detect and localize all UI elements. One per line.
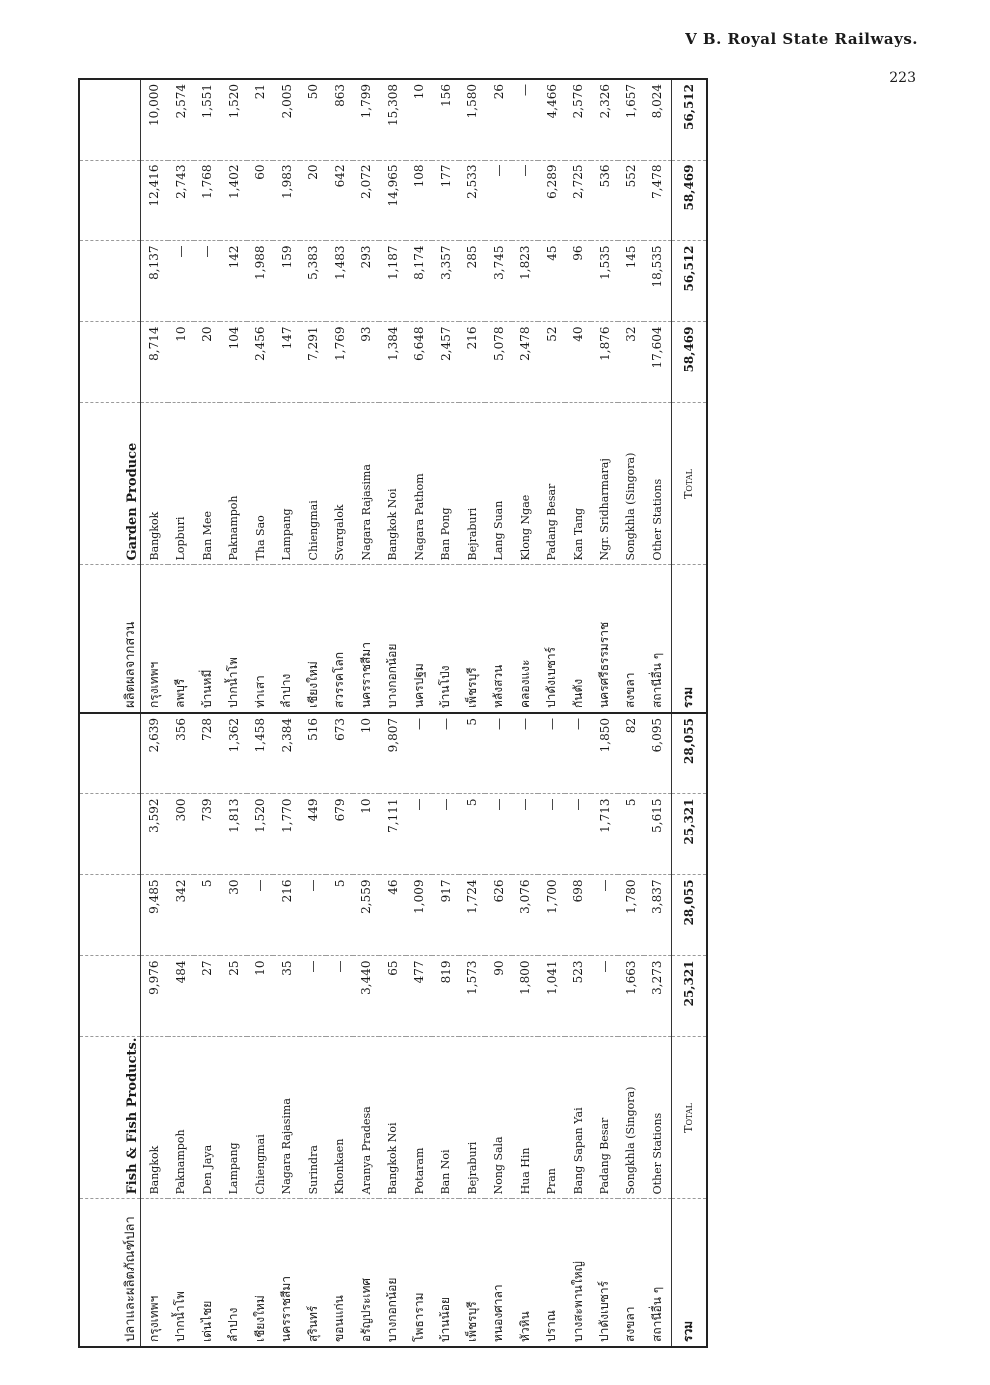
fish-value-cell: 5	[326, 875, 352, 956]
table-row	[644, 79, 671, 1347]
fish-station-english: Bangkok	[141, 1037, 168, 1199]
fish-station-english: Songkhla (Singora)	[618, 1037, 644, 1199]
fish-value-cell: —	[485, 713, 511, 794]
fish-value-cell: 5	[459, 794, 485, 875]
fish-value-cell: —	[432, 713, 458, 794]
garden-value-cell: 10,000	[141, 79, 168, 160]
garden-value-cell: 4,466	[538, 79, 564, 160]
fish-station-english: Potaram	[406, 1037, 432, 1199]
table-row	[141, 79, 168, 1347]
fish-station-thai: เด่นไชย	[194, 1199, 220, 1347]
garden-value-cell: 8,174	[406, 241, 432, 322]
garden-station-english: Lang Suan	[485, 403, 511, 565]
fish-value-cell: 3,076	[512, 875, 538, 956]
garden-station-english: Nagara Pathom	[406, 403, 432, 565]
fish-value-cell: 30	[220, 875, 246, 956]
garden-value-cell: 216	[459, 322, 485, 403]
fish-station-english: Lampang	[220, 1037, 246, 1199]
garden-station-thai: ลำปาง	[273, 565, 299, 713]
garden-value-cell: 96	[565, 241, 591, 322]
fish-value-cell: 5	[618, 794, 644, 875]
garden-value-cell: 52	[538, 322, 564, 403]
fish-value-cell: 1,700	[538, 875, 564, 956]
table-row	[565, 79, 591, 1347]
fish-value-cell: 342	[168, 875, 194, 956]
garden-value-cell: 156	[432, 79, 458, 160]
garden-value-cell: 1,402	[220, 160, 246, 241]
garden-station-english: Bangkok	[141, 403, 168, 565]
fish-station-english: Nong Sala	[485, 1037, 511, 1199]
garden-value-cell: 6,648	[406, 322, 432, 403]
garden-value-cell: 1,988	[247, 241, 273, 322]
garden-value-cell: —	[512, 160, 538, 241]
fish-value-cell: 449	[300, 794, 326, 875]
garden-station-thai: ลพบุรี	[168, 565, 194, 713]
table-row	[406, 79, 432, 1347]
garden-value-cell: 108	[406, 160, 432, 241]
fish-value-cell: 65	[379, 956, 405, 1037]
garden-value-cell: 147	[273, 322, 299, 403]
garden-value-cell: 17,604	[644, 322, 671, 403]
fish-value-cell: 6,095	[644, 713, 671, 794]
fish-value-cell: 35	[273, 956, 299, 1037]
table-row	[273, 79, 299, 1347]
fish-total-label: Total	[671, 1037, 707, 1199]
fish-value-cell: 1,362	[220, 713, 246, 794]
garden-value-cell: 7,478	[644, 160, 671, 241]
garden-station-thai: บางกอกน้อย	[379, 565, 405, 713]
fish-value-cell: 673	[326, 713, 352, 794]
fish-value-cell: —	[565, 713, 591, 794]
fish-value-cell: 3,440	[353, 956, 379, 1037]
garden-station-thai: บ้านโป่ง	[432, 565, 458, 713]
fish-station-english: Hua Hin	[512, 1037, 538, 1199]
rotated-ledger	[78, 78, 708, 1348]
fish-value-cell: —	[485, 794, 511, 875]
fish-value-cell: 7,111	[379, 794, 405, 875]
fish-value-cell: —	[591, 956, 617, 1037]
fish-value-cell: —	[512, 713, 538, 794]
garden-station-english: Nagara Rajasima	[353, 403, 379, 565]
garden-station-thai: ท่าเสา	[247, 565, 273, 713]
fish-value-cell: 523	[565, 956, 591, 1037]
page-header-title: V B. Royal State Railways.	[685, 30, 918, 48]
table-row	[618, 79, 644, 1347]
fish-station-english: Aranya Pradesa	[353, 1037, 379, 1199]
garden-value-cell: 1,657	[618, 79, 644, 160]
fish-total-value: 25,321	[671, 794, 707, 875]
garden-value-cell: 7,291	[300, 322, 326, 403]
fish-value-cell: 739	[194, 794, 220, 875]
garden-value-cell: 104	[220, 322, 246, 403]
fish-value-cell: 1,713	[591, 794, 617, 875]
garden-station-thai: หลังสวน	[485, 565, 511, 713]
fish-value-cell: —	[247, 875, 273, 956]
fish-station-english: Khonkaen	[326, 1037, 352, 1199]
fish-station-thai: เชียงใหม่	[247, 1199, 273, 1347]
fish-station-thai: อรัญประเทศ	[353, 1199, 379, 1347]
fish-value-cell: 1,041	[538, 956, 564, 1037]
garden-value-cell: 2,574	[168, 79, 194, 160]
fish-value-cell: 1,458	[247, 713, 273, 794]
garden-station-thai: เพ็ชรบุรี	[459, 565, 485, 713]
garden-value-cell: 1,187	[379, 241, 405, 322]
garden-value-cell: 1,799	[353, 79, 379, 160]
fish-value-cell: 5,615	[644, 794, 671, 875]
garden-value-cell: 8,714	[141, 322, 168, 403]
garden-station-english: Lampang	[273, 403, 299, 565]
fish-station-thai: สถานีอื่น ๆ	[644, 1199, 671, 1347]
fish-value-cell: 82	[618, 713, 644, 794]
fish-value-cell: 2,384	[273, 713, 299, 794]
garden-station-thai: กรุงเทพฯ	[141, 565, 168, 713]
fish-value-cell: 9,976	[141, 956, 168, 1037]
garden-station-thai: นครปฐม	[406, 565, 432, 713]
fish-station-thai: สงขลา	[618, 1199, 644, 1347]
table-row	[300, 79, 326, 1347]
garden-value-cell: 1,876	[591, 322, 617, 403]
table-row	[591, 79, 617, 1347]
table-row	[326, 79, 352, 1347]
garden-value-cell: 10	[406, 79, 432, 160]
freight-table	[78, 78, 708, 1348]
table-row	[168, 79, 194, 1347]
garden-station-english: Bangkok Noi	[379, 403, 405, 565]
fish-value-cell: 9,485	[141, 875, 168, 956]
fish-value-cell: 1,770	[273, 794, 299, 875]
garden-station-english: Kan Tang	[565, 403, 591, 565]
garden-value-cell: 10	[168, 322, 194, 403]
fish-station-thai: บ้านน้อย	[432, 1199, 458, 1347]
garden-value-cell: 2,725	[565, 160, 591, 241]
garden-station-english: Lopburi	[168, 403, 194, 565]
garden-value-cell: 293	[353, 241, 379, 322]
page-number: 223	[889, 70, 916, 86]
garden-value-cell: 2,478	[512, 322, 538, 403]
garden-value-cell: 2,743	[168, 160, 194, 241]
garden-station-english: Ban Mee	[194, 403, 220, 565]
fish-value-cell: 819	[432, 956, 458, 1037]
garden-value-cell: 45	[538, 241, 564, 322]
fish-value-cell: 25	[220, 956, 246, 1037]
garden-value-cell: 14,965	[379, 160, 405, 241]
fish-total-value: 28,055	[671, 875, 707, 956]
fish-value-cell: 46	[379, 875, 405, 956]
garden-thai-heading: ผลิตผลจากสวน	[79, 565, 141, 713]
garden-value-cell: 642	[326, 160, 352, 241]
garden-value-cell: 2,457	[432, 322, 458, 403]
garden-value-cell: 20	[300, 160, 326, 241]
garden-total-label: Total	[671, 403, 707, 565]
garden-station-english: Tha Sao	[247, 403, 273, 565]
garden-value-cell: 3,357	[432, 241, 458, 322]
fish-value-cell: 27	[194, 956, 220, 1037]
garden-value-cell: 5,078	[485, 322, 511, 403]
garden-station-english: Ngr. Sridharmaraj	[591, 403, 617, 565]
fish-station-thai: กรุงเทพฯ	[141, 1199, 168, 1347]
fish-station-english: Ban Noi	[432, 1037, 458, 1199]
fish-value-cell: 216	[273, 875, 299, 956]
fish-thai-heading: ปลาและผลิตภัณฑ์ปลา	[79, 1199, 141, 1347]
fish-station-english: Pran	[538, 1037, 564, 1199]
fish-value-cell: —	[300, 875, 326, 956]
garden-value-cell: 159	[273, 241, 299, 322]
table-row	[379, 79, 405, 1347]
garden-total-value: 58,469	[671, 160, 707, 241]
fish-value-cell: 10	[353, 794, 379, 875]
fish-station-english: Bang Sapan Yai	[565, 1037, 591, 1199]
garden-value-cell: 93	[353, 322, 379, 403]
garden-value-cell: 20	[194, 322, 220, 403]
garden-station-english: Klong Ngae	[512, 403, 538, 565]
fish-value-cell: —	[538, 713, 564, 794]
garden-station-thai: ปากน้ำโพ	[220, 565, 246, 713]
fish-value-cell: 477	[406, 956, 432, 1037]
garden-station-thai: ปาดังเบซาร์	[538, 565, 564, 713]
fish-value-cell: 5	[194, 875, 220, 956]
table-row	[247, 79, 273, 1347]
garden-value-cell: 12,416	[141, 160, 168, 241]
fish-station-english: Chiengmai	[247, 1037, 273, 1199]
fish-station-thai: เพ็ชรบุรี	[459, 1199, 485, 1347]
garden-value-cell: 21	[247, 79, 273, 160]
fish-station-thai: บางกอกน้อย	[379, 1199, 405, 1347]
fish-station-english: Bejraburi	[459, 1037, 485, 1199]
garden-value-cell: 50	[300, 79, 326, 160]
fish-value-cell: 90	[485, 956, 511, 1037]
garden-station-thai: กันตัง	[565, 565, 591, 713]
fish-value-cell: 2,639	[141, 713, 168, 794]
garden-value-cell: 2,456	[247, 322, 273, 403]
total-row	[671, 79, 707, 1347]
fish-value-cell: 5	[459, 713, 485, 794]
garden-value-cell: 6,289	[538, 160, 564, 241]
fish-value-cell: 1,813	[220, 794, 246, 875]
fish-value-cell: 698	[565, 875, 591, 956]
table-row	[220, 79, 246, 1347]
garden-value-cell: 1,551	[194, 79, 220, 160]
garden-station-english: Bejraburi	[459, 403, 485, 565]
fish-station-thai: สุรินทร์	[300, 1199, 326, 1347]
fish-value-cell: 3,273	[644, 956, 671, 1037]
fish-station-thai: ลำปาง	[220, 1199, 246, 1347]
fish-total-value: 25,321	[671, 956, 707, 1037]
fish-value-cell: —	[538, 794, 564, 875]
garden-station-thai: สถานีอื่น ๆ	[644, 565, 671, 713]
garden-value-cell: 536	[591, 160, 617, 241]
garden-value-cell: 1,768	[194, 160, 220, 241]
fish-value-cell: 2,559	[353, 875, 379, 956]
fish-value-cell: 1,780	[618, 875, 644, 956]
fish-value-cell: 1,520	[247, 794, 273, 875]
garden-value-cell: 1,384	[379, 322, 405, 403]
fish-station-thai: โพธาราม	[406, 1199, 432, 1347]
garden-value-cell: 1,823	[512, 241, 538, 322]
garden-english-heading: Garden Produce	[79, 403, 141, 565]
fish-value-cell: —	[326, 956, 352, 1037]
fish-value-cell: 10	[247, 956, 273, 1037]
garden-value-cell: —	[194, 241, 220, 322]
garden-value-cell: 15,308	[379, 79, 405, 160]
garden-value-cell: 2,533	[459, 160, 485, 241]
table-row	[194, 79, 220, 1347]
garden-value-cell: 3,745	[485, 241, 511, 322]
garden-station-english: Chiengmai	[300, 403, 326, 565]
fish-total-value: 28,055	[671, 713, 707, 794]
fish-value-cell: 728	[194, 713, 220, 794]
garden-station-thai: นครศรีธรรมราช	[591, 565, 617, 713]
fish-value-cell: —	[300, 956, 326, 1037]
garden-value-cell: 1,983	[273, 160, 299, 241]
garden-value-cell: 142	[220, 241, 246, 322]
garden-station-english: Padang Besar	[538, 403, 564, 565]
garden-value-cell: 145	[618, 241, 644, 322]
garden-station-english: Other Stations	[644, 403, 671, 565]
garden-station-english: Songkhla (Singora)	[618, 403, 644, 565]
garden-station-thai: เชียงใหม่	[300, 565, 326, 713]
fish-value-cell: 10	[353, 713, 379, 794]
table-header-row	[79, 79, 141, 1347]
garden-total-value: 56,512	[671, 241, 707, 322]
garden-value-cell: —	[168, 241, 194, 322]
fish-value-cell: 1,009	[406, 875, 432, 956]
garden-station-thai: สงขลา	[618, 565, 644, 713]
garden-value-cell: 177	[432, 160, 458, 241]
fish-station-thai: บางสะพานใหญ่	[565, 1199, 591, 1347]
table-row	[432, 79, 458, 1347]
fish-value-cell: —	[432, 794, 458, 875]
fish-station-thai: หนองศาลา	[485, 1199, 511, 1347]
garden-value-cell: 60	[247, 160, 273, 241]
garden-value-cell: 1,580	[459, 79, 485, 160]
garden-total-thai: รวม	[671, 565, 707, 713]
garden-value-cell: —	[512, 79, 538, 160]
garden-value-cell: 26	[485, 79, 511, 160]
fish-station-thai: ปากน้ำโพ	[168, 1199, 194, 1347]
garden-total-value: 56,512	[671, 79, 707, 160]
fish-station-english: Other Stations	[644, 1037, 671, 1199]
fish-station-thai: หัวหิน	[512, 1199, 538, 1347]
garden-value-cell: 2,005	[273, 79, 299, 160]
fish-value-cell: 1,663	[618, 956, 644, 1037]
fish-value-cell: 3,592	[141, 794, 168, 875]
garden-station-thai: คลองแงะ	[512, 565, 538, 713]
fish-english-heading: Fish & Fish Products.	[79, 1037, 141, 1199]
garden-value-cell: 1,769	[326, 322, 352, 403]
fish-value-cell: 1,850	[591, 713, 617, 794]
fish-value-cell: —	[591, 875, 617, 956]
table-body	[141, 79, 708, 1347]
fish-value-cell: 356	[168, 713, 194, 794]
fish-value-cell: —	[406, 794, 432, 875]
fish-value-cell: 626	[485, 875, 511, 956]
garden-value-cell: 5,383	[300, 241, 326, 322]
garden-value-cell: 18,535	[644, 241, 671, 322]
fish-station-thai: ปราณ	[538, 1199, 564, 1347]
fish-value-cell: 9,807	[379, 713, 405, 794]
fish-station-english: Bangkok Noi	[379, 1037, 405, 1199]
fish-station-thai: ปาดังเบซาร์	[591, 1199, 617, 1347]
garden-value-cell: 8,137	[141, 241, 168, 322]
table-row	[353, 79, 379, 1347]
table-row	[538, 79, 564, 1347]
table-row	[485, 79, 511, 1347]
fish-station-thai: นครราชสีมา	[273, 1199, 299, 1347]
garden-value-cell: 2,326	[591, 79, 617, 160]
fish-value-cell: 679	[326, 794, 352, 875]
garden-value-cell: 32	[618, 322, 644, 403]
fish-value-cell: —	[565, 794, 591, 875]
garden-value-cell: 8,024	[644, 79, 671, 160]
garden-value-cell: 1,483	[326, 241, 352, 322]
garden-value-cell: 2,576	[565, 79, 591, 160]
garden-station-english: Svargalok	[326, 403, 352, 565]
fish-total-thai: รวม	[671, 1199, 707, 1347]
fish-station-english: Paknampoh	[168, 1037, 194, 1199]
garden-value-cell: 863	[326, 79, 352, 160]
fish-station-thai: ขอนแก่น	[326, 1199, 352, 1347]
garden-total-value: 58,469	[671, 322, 707, 403]
fish-value-cell: 1,724	[459, 875, 485, 956]
table-row	[459, 79, 485, 1347]
fish-value-cell: —	[406, 713, 432, 794]
garden-station-english: Paknampoh	[220, 403, 246, 565]
fish-value-cell: 917	[432, 875, 458, 956]
fish-value-cell: —	[512, 794, 538, 875]
garden-value-cell: 1,535	[591, 241, 617, 322]
fish-station-english: Surindra	[300, 1037, 326, 1199]
garden-value-cell: 552	[618, 160, 644, 241]
fish-value-cell: 484	[168, 956, 194, 1037]
garden-station-english: Ban Pong	[432, 403, 458, 565]
garden-value-cell: 1,520	[220, 79, 246, 160]
fish-value-cell: 1,573	[459, 956, 485, 1037]
fish-value-cell: 300	[168, 794, 194, 875]
garden-station-thai: สวรรคโลก	[326, 565, 352, 713]
fish-station-english: Padang Besar	[591, 1037, 617, 1199]
garden-station-thai: นครราชสีมา	[353, 565, 379, 713]
fish-value-cell: 516	[300, 713, 326, 794]
fish-value-cell: 3,837	[644, 875, 671, 956]
table-row	[512, 79, 538, 1347]
fish-value-cell: 1,800	[512, 956, 538, 1037]
garden-station-thai: บ้านหมี่	[194, 565, 220, 713]
garden-value-cell: 285	[459, 241, 485, 322]
fish-station-english: Den Jaya	[194, 1037, 220, 1199]
garden-value-cell: 40	[565, 322, 591, 403]
fish-station-english: Nagara Rajasima	[273, 1037, 299, 1199]
garden-value-cell: 2,072	[353, 160, 379, 241]
garden-value-cell: —	[485, 160, 511, 241]
